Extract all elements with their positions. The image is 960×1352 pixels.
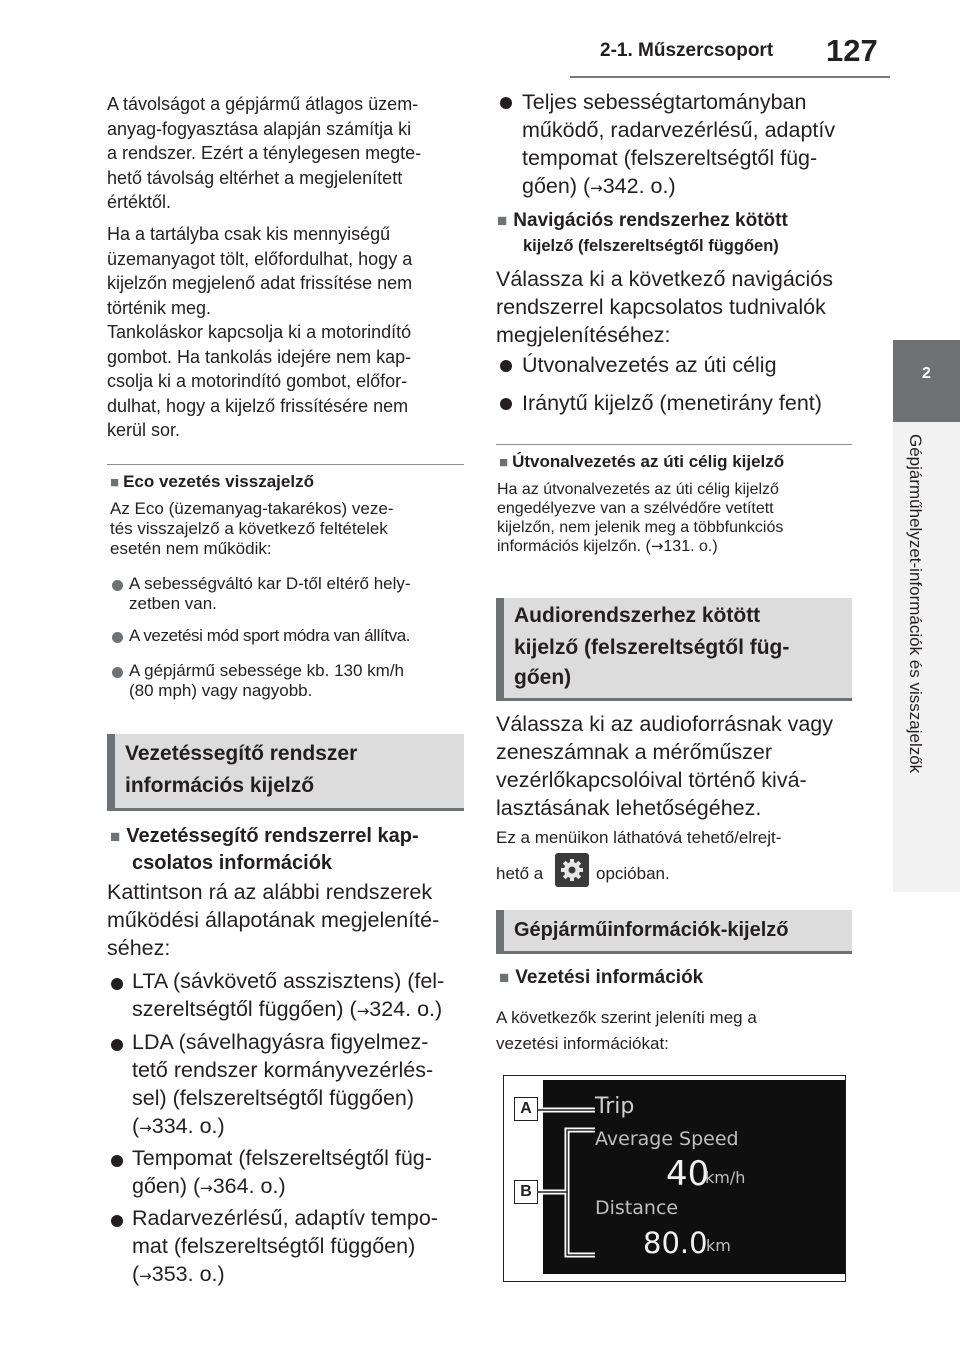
compass-bullet: Iránytű kijelző (menetirány fent) (522, 391, 822, 415)
box-title-line: kijelző (felszereltségtől füg- (514, 636, 790, 659)
box-accent-bar (496, 598, 504, 698)
menu-text-line: hető a (496, 864, 544, 883)
eco-bullet (129, 626, 469, 646)
text-line: működő, radarvezérlésű, adaptív (522, 118, 836, 142)
arrow-icon: → (200, 1179, 213, 1197)
text-line: anyag-fogyasztása alapján számítja ki (107, 118, 412, 139)
text-line: A sebességváltó kar D-től eltérő hely- (129, 574, 411, 593)
distance-label: Distance (595, 1197, 679, 1219)
bullet-dot-icon (111, 978, 123, 990)
full-speed-cruise-bullet: Teljes sebességtartományban működő, radarvezérlésű, adaptív tempomat (felszereltségtől füg- gően) (→342. o.) (522, 88, 862, 202)
callout-a: A (514, 1097, 538, 1121)
route-bullet: Útvonalvezetés az úti célig (522, 353, 777, 377)
text-line: lasztásának lehetőségéhez. (496, 796, 762, 820)
bullet-dot-icon (111, 1215, 123, 1227)
text-line: tés visszajelző a következő feltételek (110, 519, 388, 538)
text-line: LDA (sávelhagyásra figyelmez- (132, 1030, 429, 1054)
arrow-icon: → (590, 179, 603, 197)
avg-speed-label: Average Speed (595, 1128, 739, 1150)
box-title-line: Vezetéssegítő rendszer (125, 742, 358, 765)
vehicle-info-title-box (496, 910, 852, 954)
text-line: (80 mph) vagy nagyobb. (129, 681, 313, 700)
text-line: Tempomat (felszereltségtől füg- (132, 1146, 432, 1170)
text-line: kijelző (felszereltségtől függően) (523, 237, 779, 255)
text-line: A következők szerint jeleníti meg a (496, 1008, 757, 1027)
trip-label: Trip (595, 1094, 635, 1119)
text-line: csolatos információk (132, 852, 333, 874)
text-line: zetben van. (129, 594, 217, 613)
square-marker-icon: ■ (497, 211, 508, 230)
text-line: Kattintson rá az alábbi rendszerek (107, 880, 433, 904)
text-line: tető rendszer kormányvezérlés- (132, 1058, 434, 1082)
assist-text (107, 878, 467, 962)
text-line: a rendszer. Ezért a ténylegesen megte- (107, 143, 422, 163)
eco-bullet (129, 574, 469, 614)
bullet-dot-icon (112, 632, 123, 643)
square-marker-icon: ■ (110, 474, 120, 491)
text-line: esetén nem működik: (110, 539, 272, 558)
text-line: vezetési információkat: (496, 1034, 669, 1053)
text-line: Tankoláskor kapcsolja ki a motorindító (107, 322, 412, 342)
text-line: LTA (sávkövető asszisztens) (fel- (132, 969, 445, 993)
text-line: kijelzőn megjelenő adat frissítése nem (107, 273, 413, 293)
audio-text (496, 710, 856, 822)
callout-b: B (514, 1180, 538, 1204)
text-line: séhez: (107, 936, 171, 960)
bullet-dot-icon (500, 97, 512, 109)
text-line: Ha az útvonalvezetés az úti célig kijelző (497, 481, 779, 498)
text-line: csolja ki a motorindító gombot, előfor- (107, 371, 408, 391)
fuel-range-paragraph (107, 92, 467, 215)
box-title-line: információs kijelző (125, 774, 315, 797)
box-title-line: Gépjárműinformációk-kijelző (514, 919, 789, 941)
lta-bullet: LTA (sávkövető asszisztens) (fel- szereltségtől függően) (→324. o.) (132, 967, 472, 1025)
arrow-icon: → (139, 1267, 152, 1285)
drive-info-text (496, 1005, 856, 1057)
divider (496, 444, 852, 445)
text-line: vezérlőkapcsolóival történő kivá- (496, 768, 807, 792)
text-line: rendszerrel kapcsolatos tudnivalók (496, 295, 826, 319)
eco-heading: ■ Eco vezetés visszajelző (110, 472, 314, 491)
text-line: üzemanyagot tölt, előfordulhat, hogy a (107, 248, 413, 269)
text-line: tempomat (felszereltségtől füg- (522, 146, 818, 170)
text-line: A távolságot a gépjármű átlagos üzem- (107, 94, 419, 114)
bullet-dot-icon (111, 1039, 123, 1051)
text-line: sel) (felszereltségtől függően) (132, 1086, 415, 1110)
chapter-number: 2 (922, 365, 931, 382)
text-line: dulhat, hogy a kijelző frissítésére nem (107, 395, 409, 416)
text-line: Radarvezérlésű, adaptív tempo- (132, 1206, 438, 1230)
box-accent-bar (496, 910, 504, 951)
lda-bullet: LDA (sávelhagyásra figyelmez- tető rendszer kormányvezérlés- sel) (felszereltségtől függően) (→334. o.) (132, 1028, 472, 1142)
square-marker-icon: ■ (499, 968, 510, 987)
chapter-title: Gépjárműhelyzet-információk és visszajelzők (906, 434, 925, 774)
route-text: Ha az útvonalvezetés az úti célig kijelző engedélyezve van a szélvédőre vetített kijelzőn, nem jelenik meg a többfunkciós információs kijelzőn. (→131. o.) (497, 480, 857, 556)
bullet-dot-icon (500, 360, 512, 372)
section-title-box (107, 734, 464, 811)
text-line: Az Eco (üzemanyag-takarékos) veze- (110, 499, 394, 518)
menu-text-line: opcióban. (596, 864, 670, 883)
box-title-line: Audiorendszerhez kötött (514, 604, 761, 627)
assist-heading: ■ Vezetéssegítő rendszerrel kap- csolatos információk (110, 823, 470, 877)
nav-heading: ■ Navigációs rendszerhez kötött kijelző (felszereltségtől függően) (497, 207, 857, 258)
distance-unit: km (706, 1236, 731, 1255)
header-rule (570, 76, 890, 78)
distance-value: 80.0 (643, 1226, 708, 1260)
bullet-dot-icon (112, 580, 123, 591)
avg-speed-value: 40 (666, 1154, 710, 1194)
text-line: megjelenítéséhez: (496, 323, 671, 347)
eco-text (110, 499, 470, 559)
radar-cruise-bullet: Radarvezérlésű, adaptív tempo- mat (felszereltségtől függően) (→353. o.) (132, 1204, 472, 1290)
text-line: mat (felszereltségtől függően) (132, 1234, 416, 1258)
text-line: kerül sor. (107, 420, 181, 440)
square-marker-icon: ■ (110, 827, 121, 846)
route-heading: ■ Útvonalvezetés az úti célig kijelző (499, 452, 785, 471)
eco-bullet (129, 661, 469, 701)
menu-text-line: Ez a menüikon láthatóvá tehető/elrejt- (496, 828, 782, 847)
text-line: A gépjármű sebessége kb. 130 km/h (129, 661, 404, 680)
box-title-line: gően) (514, 666, 572, 689)
text-line: hető távolság eltérhet a megjelenített (107, 167, 403, 188)
text-line: Válassza ki a következő navigációs (496, 267, 834, 291)
text-line: zeneszámnak a mérőműszer (496, 740, 773, 764)
text-line: gombot. Ha tankolás idejére nem kap- (107, 346, 412, 367)
arrow-icon: → (139, 1119, 152, 1137)
box-accent-bar (107, 734, 115, 808)
avg-speed-unit: km/h (705, 1168, 746, 1187)
drive-info-heading: ■ Vezetési információk (499, 967, 704, 988)
section-header: 2-1. Műszercsoport (600, 40, 774, 61)
bullet-dot-icon (500, 398, 512, 410)
refuel-paragraph (107, 222, 467, 443)
text-line: működési állapotának megjeleníté- (107, 908, 440, 932)
text-line: történik meg. (107, 297, 212, 318)
divider (107, 464, 464, 465)
arrow-icon: → (356, 1002, 370, 1020)
cruise-bullet: Tempomat (felszereltségtől füg- gően) (→364. o.) (132, 1144, 472, 1202)
text-line: engedélyezve van a szélvédőre vetített (497, 500, 774, 517)
text-line: Válassza ki az audioforrásnak vagy (496, 712, 834, 736)
text-line: értéktől. (107, 192, 172, 212)
page-number: 127 (826, 33, 878, 68)
nav-text (496, 265, 856, 349)
audio-title-box (496, 598, 852, 701)
text-line: Ha a tartályba csak kis mennyiségű (107, 224, 391, 244)
bullet-dot-icon (112, 667, 123, 678)
text-line: A vezetési mód sport módra van állítva. (129, 626, 411, 645)
arrow-icon: → (650, 537, 664, 555)
gear-icon (555, 853, 589, 887)
square-marker-icon: ■ (499, 454, 509, 471)
text-line: Teljes sebességtartományban (522, 90, 807, 114)
text-line: kijelzőn, nem jelenik meg a többfunkciós (497, 519, 784, 536)
bullet-dot-icon (111, 1155, 123, 1167)
